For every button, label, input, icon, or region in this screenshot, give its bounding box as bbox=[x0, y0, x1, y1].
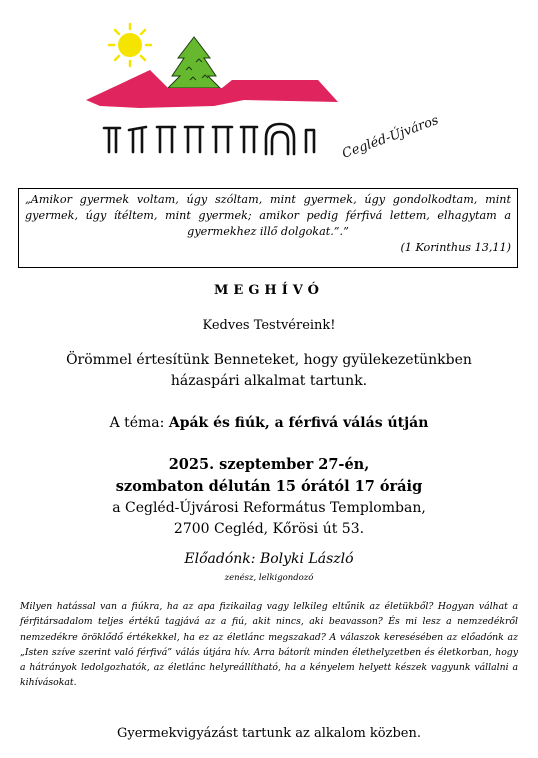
church-logo bbox=[0, 0, 538, 190]
invitation-title: MEGHÍVÓ bbox=[214, 283, 324, 298]
announcement-line-1: Örömmel értesítünk Benneteket, hogy gyülekezetünkben bbox=[66, 352, 472, 368]
sun-icon bbox=[109, 24, 151, 66]
speaker-name: Előadónk: Bolyki László bbox=[184, 551, 354, 567]
tree-icon bbox=[168, 37, 220, 88]
childcare-note: Gyermekvigyázást tartunk az alkalom közben. bbox=[116, 726, 422, 741]
bible-quote-reference: (1 Korinthus 13,11) bbox=[400, 241, 511, 254]
event-time: szombaton délután 15 órától 17 óráig bbox=[115, 478, 423, 495]
event-description: Milyen hatással van a fiúkra, ha az apa fizikailag vagy lelkileg eltűnik az életükből? Hogyan válhat a férfitársadalom teljes értékű tagjává az a fiú, akit nincs, aki beavasson? És mi lesz a nemzedékről nemzedékre öröklődő értékekkel, ha ez az életlánc megszakad? A válaszok keresésében az előadónk az „Isten szíve szerint való férfivá” válás útjára hív. Arra bátorít minden élethelyzetben és életkorban, hogy a hátrányok ledolgozhatók, az életlánc helyreállítható, ha a kényelem helyett készek vagyunk vállalni a kihívásokat. bbox=[20, 601, 518, 689]
announcement-line-2: házaspári alkalmat tartunk. bbox=[170, 373, 368, 389]
venue-name: a Cegléd-Újvárosi Református Templomban, bbox=[112, 500, 426, 516]
event-date: 2025. szeptember 27-én, bbox=[168, 456, 370, 473]
logo-caption: Cegléd-Újváros bbox=[340, 113, 441, 162]
topic-line bbox=[0, 415, 538, 431]
bible-quote-text: „Amikor gyermek voltam, úgy szóltam, mint gyermek, úgy gondolkodtam, mint gyermek, úgy ítéltem, mint gyermek; amikor pedig férfivá lettem, elhagytam a gyermekhez illő dolgokat.”.” bbox=[25, 193, 511, 238]
speaker-role: zenész, lelkigondozó bbox=[224, 573, 314, 583]
topic-title: Apák és fiúk, a férfivá válás útján bbox=[168, 415, 429, 431]
church-pillars bbox=[104, 124, 314, 154]
bible-quote-box bbox=[18, 188, 518, 268]
topic-prefix: A téma: bbox=[109, 415, 169, 431]
greeting: Kedves Testvéreink! bbox=[202, 318, 336, 333]
venue-address: 2700 Cegléd, Kőrösi út 53. bbox=[173, 521, 365, 537]
